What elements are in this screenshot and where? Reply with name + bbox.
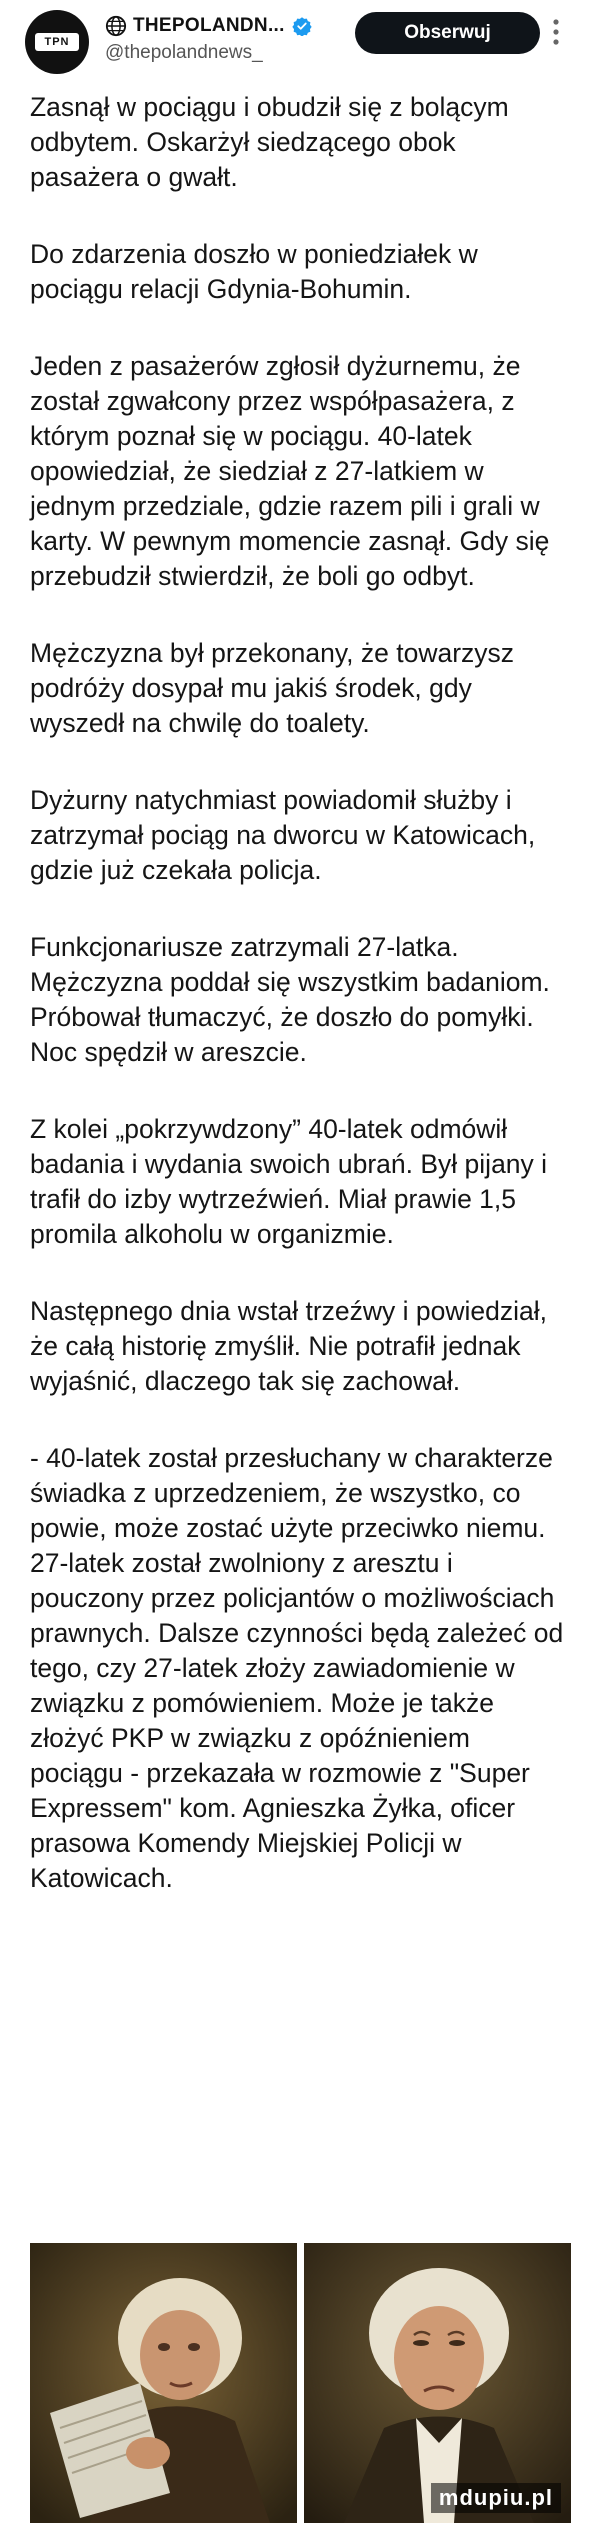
avatar-logo: TPN	[35, 33, 79, 51]
portrait-disgusted-image	[304, 2243, 571, 2523]
meme-image[interactable]	[30, 2243, 571, 2523]
verified-badge-icon	[292, 16, 312, 36]
post-paragraph: Jeden z pasażerów zgłosił dyżurnemu, że został zgwałcony przez współpasażera, z którym poznał się w pociągu. 40-latek opowiedział, że siedział z 27-latkiem w jednym przedziale, gdzie razem pili i grali w karty. W pewnym momencie zasnął. Gdy się przebudził stwierdził, że boli go odbyt.	[30, 351, 550, 591]
post-paragraph: Z kolei „pokrzywdzony” 40-latek odmówił badania i wydania swoich ubrań. Był pijany i trafił do izby wytrzeźwień. Miał prawie 1,5 promila alkoholu w organizmie.	[30, 1114, 548, 1249]
post-paragraph: Mężczyzna był przekonany, że towarzysz podróży dosypał mu jakiś środek, gdy wyszedł na chwilę do toalety.	[30, 638, 515, 738]
post-text	[30, 90, 570, 1896]
portrait-reading-image	[30, 2243, 297, 2523]
display-name[interactable]: THEPOLANDN...	[133, 15, 285, 36]
watermark: mdupiu.pl	[431, 2483, 561, 2513]
avatar[interactable]	[25, 10, 89, 74]
more-options-icon[interactable]	[552, 18, 560, 46]
author-name-row[interactable]	[105, 14, 312, 38]
post-paragraph: Dyżurny natychmiast powiadomił służby i zatrzymał pociąg na dworcu w Katowicach, gdzie już czekała policja.	[30, 785, 536, 885]
follow-button[interactable]: Obserwuj	[355, 12, 540, 54]
post-paragraph: Zasnął w pociągu i obudził się z bolącym odbytem. Oskarżył siedzącego obok pasażera o gwałt.	[30, 92, 509, 192]
post-paragraph: Następnego dnia wstał trzeźwy i powiedział, że całą historię zmyślił. Nie potrafił jednak wyjaśnić, dlaczego tak się zachował.	[30, 1296, 548, 1396]
post-paragraph: - 40-latek został przesłuchany w charakterze świadka z uprzedzeniem, że wszystko, co powie, może zostać użyte przeciwko niemu. 27-latek został zwolniony z aresztu i pouczony przez policjantów o możliwościach prawnych. Dalsze czynności będą zależeć od tego, czy 27-latek złoży zawiadomienie w związku z pomówieniem. Może je także złożyć PKP w związku z opóźnieniem pociągu - przekazała w rozmowie z "Super Expressem" kom. Agnieszka Żyłka, oficer prasowa Komendy Miejskiej Policji w Katowicach.	[30, 1443, 564, 1893]
post-paragraph: Do zdarzenia doszło w poniedziałek w pociągu relacji Gdynia-Bohumin.	[30, 239, 478, 304]
author-handle[interactable]: @thepolandnews_	[105, 42, 263, 63]
globe-icon	[105, 15, 127, 37]
post-paragraph: Funkcjonariusze zatrzymali 27-latka. Mężczyzna poddał się wszystkim badaniom. Próbował tłumaczyć, że doszło do pomyłki. Noc spędził w areszcie.	[30, 932, 550, 1067]
post-header	[0, 0, 600, 95]
meme-panel-right	[304, 2243, 571, 2523]
meme-panel-left	[30, 2243, 297, 2523]
